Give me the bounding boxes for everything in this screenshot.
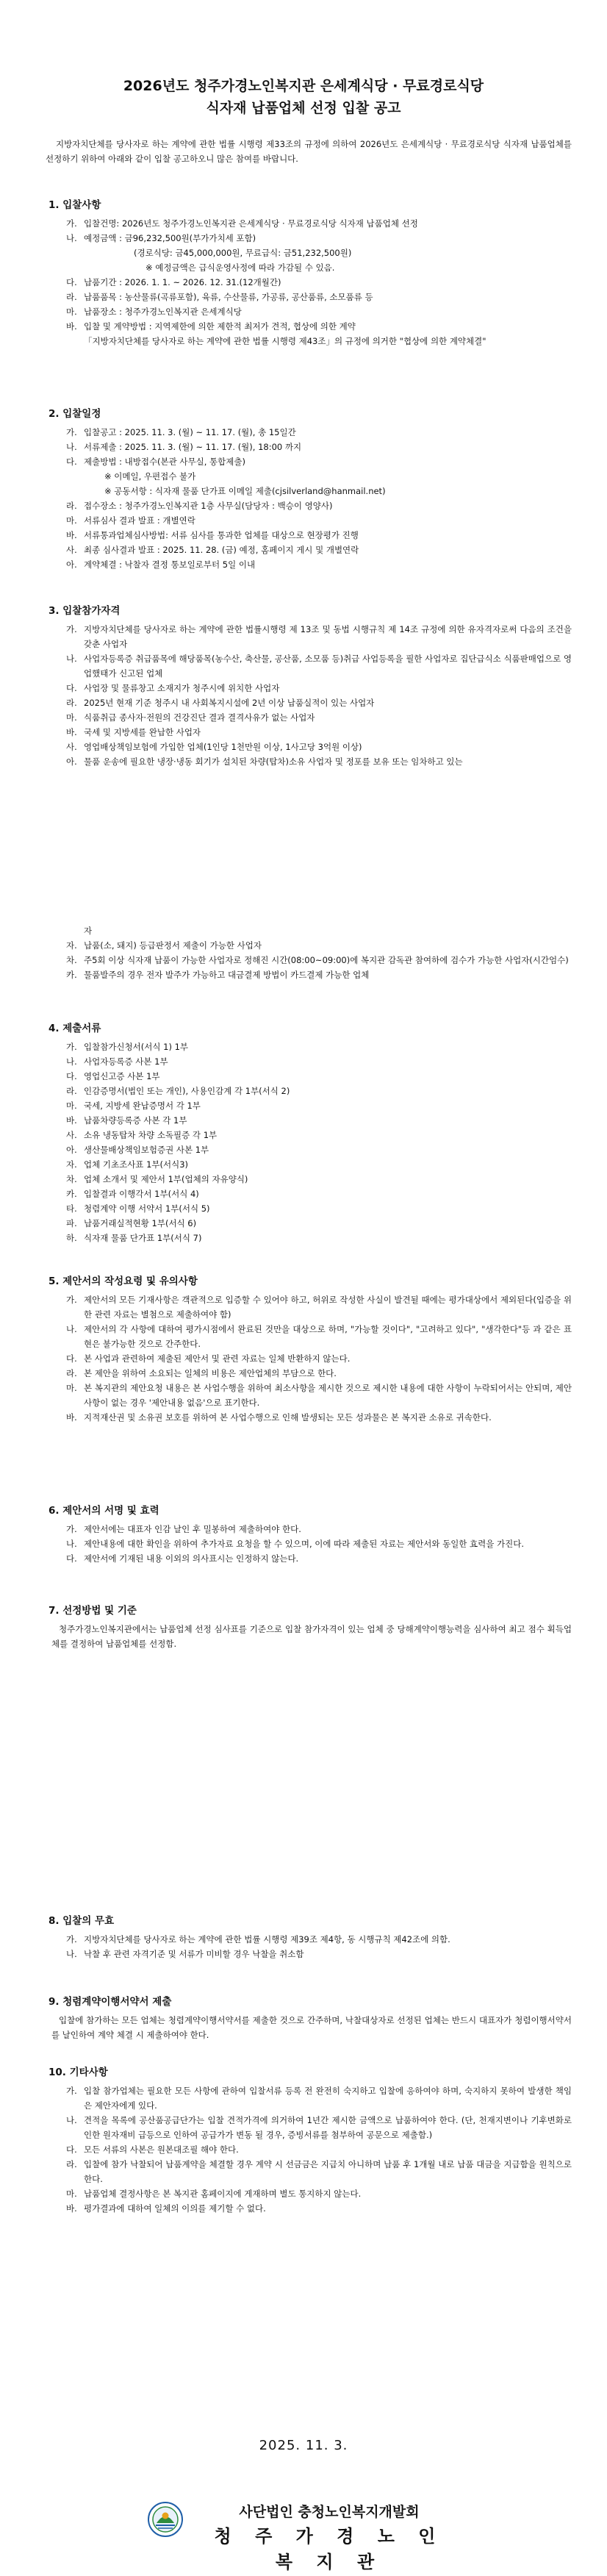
section-heading: 9. 청렴계약이행서약서 제출 [49, 1996, 172, 2008]
continued-text: 자 [84, 926, 93, 936]
list-item: 바. 서류통과업체심사방법: 서류 심사를 통과한 업체를 대상으로 현장평가 진행 [66, 530, 359, 540]
section-heading: 6. 제안서의 서명 및 효력 [49, 1505, 159, 1517]
organization-name: 청 주 가 경 노 인 복 지 관 [214, 2526, 445, 2572]
list-item: 나. 제안서의 각 사항에 대하여 평가시점에서 완료된 것만을 대상으로 하며, "가능할 것이다", "고려하고 있다", "생각한다"등 과 같은 표현은 불가능한 것으로 간주한다. [66, 1324, 572, 1349]
list-item: 나. 낙찰 후 관련 자격기준 및 서류가 미비할 경우 낙찰을 취소함 [66, 1949, 304, 1959]
section-heading: 3. 입찰참가자격 [49, 605, 121, 617]
section-eligibility-continued [49, 923, 572, 982]
list-item: 바. 납품차량등록증 사본 각 1부 [66, 1115, 187, 1126]
parent-organization: 사단법인 충청노인복지개발회 [239, 2504, 420, 2520]
list-item: 가. 입찰참가신청서(서식 1) 1부 [66, 1042, 189, 1052]
section-heading: 5. 제안서의 작성요령 및 유의사항 [49, 1276, 198, 1287]
list-item: 마. 식품취급 종사자·전원의 건강진단 결과 결격사유가 없는 사업자 [66, 712, 315, 723]
list-item: 자. 납품(소, 돼지) 등급판정서 제출이 가능한 사업자 [66, 940, 262, 951]
list-item: 카. 물품발주의 경우 전자 발주가 가능하고 대금결제 방법이 카드결제 가능한 업체 [66, 970, 370, 980]
section-bid-invalidity [49, 1913, 572, 1961]
list-item: 마. 본 복지관의 제안요청 내용은 본 사업수행을 위하여 최소사항을 제시한 것으로 제시한 내용에 대한 사항이 누락되어서는 안되며, 제안사항이 없는 경우 '제안내용 없음'으로 표기한다. [66, 1383, 572, 1408]
list-item: 바. 지적재산권 및 소유권 보호를 위하여 본 사업수행으로 인해 발생되는 모든 성과물은 본 복지관 소유로 귀속한다. [66, 1412, 492, 1423]
list-item: 나. 제안내용에 대한 확인을 위하여 추가자료 요청을 할 수 있으며, 이에 따라 제출된 자료는 제안서와 동일한 효력을 가진다. [66, 1539, 525, 1549]
list-item: 가. 지방자치단체를 당사자로 하는 계약에 관한 법률시행령 제 13조 및 동법 시행규칙 제 14조 규정에 의한 유자격자로써 다음의 조건을 갖춘 사업자 [66, 624, 572, 649]
list-item: 나. 예정금액 : 금96,232,500원(부가가치세 포함) [66, 233, 256, 243]
list-item: 파. 납품거래실적현황 1부(서식 6) [66, 1218, 197, 1228]
list-item: 마. 납품장소 : 청주가경노인복지관 은세계식당 [66, 307, 242, 317]
intro-paragraph: 지방자치단체를 당사자로 하는 계약에 관한 법률 시행령 제33조의 규정에 의하여 2026년도 은세계식당 · 무료경로식당 식자재 납품업체를 선정하기 위하여 아래와 같이 입찰 공고하오니 많은 참여를 바랍니다. [46, 139, 572, 164]
list-item: 라. 접수장소 : 청주가경노인복지관 1층 사무실(담당자 : 백승이 영양사) [66, 501, 333, 511]
list-item: 차. 업체 소개서 및 제안서 1부(업체의 자유양식) [66, 1174, 248, 1184]
sub-note: ※ 공동서항 : 식자재 물품 단가표 이메일 제출(cjsilverland@hanmail.net) [104, 486, 386, 496]
section-other-matters [49, 2064, 572, 2216]
section-paragraph: 입찰에 참가하는 모든 업체는 청렴계약이행서약서를 제출한 것으로 간주하며, 낙찰대상자로 선정된 업체는 반드시 대표자가 청렴이행서약서를 날인하여 계약 체결 시 제출하여야 한다. [51, 2015, 572, 2040]
section-proposal-guidelines [49, 1273, 572, 1425]
section-integrity-pledge [49, 1994, 572, 2042]
list-item: 아. 물품 운송에 필요한 냉장·냉동 회기가 설치된 차량(탑차)소유 사업자 및 정포를 보유 또는 임차하고 있는 [66, 756, 463, 767]
list-item: 하. 식자재 물품 단가표 1부(서식 7) [66, 1233, 202, 1243]
section-heading: 1. 입찰사항 [49, 199, 101, 211]
list-item: 다. 영업신고증 사본 1부 [66, 1071, 160, 1081]
list-item: 카. 입찰결과 이행각서 1부(서식 4) [66, 1189, 199, 1199]
list-item: 사. 영업배상책임보험에 가입한 업체(1인당 1천만원 이상, 1사고당 3억원 이상) [66, 742, 362, 752]
list-item: 사. 최종 심사결과 발표 : 2025. 11. 28. (금) 예정, 홈페이지 게시 및 개별연락 [66, 545, 359, 555]
issuer-footer [147, 2500, 514, 2572]
list-item: 다. 납품기간 : 2026. 1. 1. ~ 2026. 12. 31.(12개월간) [66, 277, 281, 287]
list-item: 나. 사업자등록증 취급품목에 해당품목(농수산, 축산물, 공산품, 소모품 등)취급 사업등록을 필한 사업자로 집단급식소 식품판매업으로 영업했태가 신고된 업체 [66, 654, 572, 679]
section-heading: 2. 입찰일정 [49, 408, 101, 420]
list-item: 나. 서류제출 : 2025. 11. 3. (월) ~ 11. 17. (월), 18:00 까지 [66, 442, 302, 452]
list-item: 라. 입찰에 참가 낙찰되어 납품계약을 체결할 경우 계약 시 선금금은 지급치 아니하며 납품 후 1개월 내로 납품 대금을 지급함을 원칙으로 한다. [66, 2159, 572, 2184]
list-item: 마. 납품업체 결정사항은 본 복지관 홈페이지에 게재하며 별도 통지하지 않는다. [66, 2189, 362, 2199]
list-item: 라. 본 제안을 위하여 소요되는 일체의 비용은 제안업체의 부담으로 한다. [66, 1368, 337, 1378]
list-item: 타. 청렴계약 이행 서약서 1부(서식 5) [66, 1203, 210, 1214]
list-item: 바. 입찰 및 계약방법 : 지역제한에 의한 제한적 최저가 견적, 협상에 의한 계약 [66, 321, 356, 332]
list-item: 가. 지방자치단체를 당사자로 하는 계약에 관한 법률 시행령 제39조 제4항, 동 시행규칙 제42조에 의함. [66, 1934, 450, 1944]
list-item: 가. 입찰 참가업체는 필요한 모든 사항에 관하여 입찰서류 등록 전 완전히 숙지하고 입찰에 응하여야 하며, 숙지하지 못하여 발생한 책임은 제안자에게 있다. [66, 2086, 572, 2111]
sub-note: 「지방자치단체를 당사자로 하는 계약에 관한 법률 시행령 제43조」의 규정에 의거한 "협상에 의한 계약체결" [84, 336, 486, 346]
sub-note: ※ 예정금액은 급식운영사정에 따라 가감될 수 있음. [146, 262, 335, 273]
list-item: 나. 사업자등록증 사본 1부 [66, 1056, 168, 1067]
sub-note: (경로식당: 금45,000,000원, 무료급식: 금51,232,500원) [134, 248, 352, 258]
list-item: 가. 입찰공고 : 2025. 11. 3. (월) ~ 11. 17. (월), 총 15일간 [66, 427, 296, 437]
section-required-documents [49, 1020, 572, 1245]
section-eligibility [49, 603, 572, 769]
section-bid-items [49, 197, 572, 348]
list-item: 라. 납품품목 : 농산물류(곡류포함), 육류, 수산물류, 가공류, 공산품류, 소모품류 등 [66, 292, 373, 302]
list-item: 다. 제안서에 기재된 내용 이외의 의사표시는 인정하지 않는다. [66, 1553, 299, 1564]
organization-logo-icon [147, 2501, 184, 2538]
list-item: 다. 사업장 및 물류창고 소재지가 청주시에 위치한 사업자 [66, 683, 280, 693]
list-item: 라. 2025년 현재 기준 청주시 내 사회복지시설에 2년 이상 납품실적이 있는 사업자 [66, 698, 375, 708]
section-paragraph: 청주가경노인복지관에서는 납품업체 선정 심사표를 기준으로 입찰 참가자격이 있는 업체 중 당해계약이행능력을 심사하여 최고 점수 획득업체를 결정하여 납품업체를 선정함. [51, 1624, 572, 1649]
list-item: 자. 업체 기초조사표 1부(서식3) [66, 1159, 189, 1170]
list-item: 바. 평가결과에 대하여 일체의 이의를 제기할 수 없다. [66, 2203, 266, 2214]
list-item: 다. 제출방법 : 내방접수(본관 사무실, 통합제출) [66, 457, 245, 467]
list-item: 라. 인감증명서(법인 또는 개인), 사용인감계 각 1부(서식 2) [66, 1086, 290, 1096]
list-item: 차. 주5회 이상 식자재 납품이 가능한 사업자로 정해진 시간(08:00~09:00)에 복지관 감독관 참여하에 검수가 가능한 사업자(시간엄수) [66, 955, 569, 965]
list-item: 마. 서류심사 결과 발표 : 개별연락 [66, 515, 195, 526]
list-item: 아. 계약체결 : 낙찰자 결정 통보일로부터 5일 이내 [66, 559, 256, 570]
list-item: 다. 모든 서류의 사본은 원본대조필 해야 한다. [66, 2144, 239, 2155]
page-title-line1: 2026년도 청주가경노인복지관 은세계식당 · 무료경로식당 [123, 78, 484, 94]
list-item: 가. 제안서의 모든 기재사항은 객관적으로 입증할 수 있어야 하고, 허위로 작성한 사실이 발견될 때에는 평가대상에서 제외된다(입증을 위한 관련 자료는 별첨으로 제출하여야 함) [66, 1295, 572, 1320]
list-item: 다. 본 사업과 관련하여 제출된 제안서 및 관련 자료는 일체 반환하지 않는다. [66, 1353, 351, 1364]
list-item: 바. 국세 및 지방세를 완납한 사업자 [66, 727, 201, 737]
list-item: 가. 제안서에는 대표자 인감 날인 후 밀봉하여 제출하여야 한다. [66, 1524, 301, 1534]
section-heading: 4. 제출서류 [49, 1023, 101, 1034]
section-selection-criteria [49, 1603, 572, 1651]
section-heading: 10. 기타사항 [49, 2067, 108, 2078]
list-item: 아. 생산물배상책임보험증권 사본 1부 [66, 1145, 209, 1155]
section-heading: 7. 선정방법 및 기준 [49, 1605, 137, 1617]
list-item: 마. 국세, 지방세 완납증명서 각 1부 [66, 1101, 201, 1111]
section-bid-schedule [49, 406, 572, 572]
list-item: 사. 소유 냉동탑차 차량 소독필증 각 1부 [66, 1130, 218, 1140]
sub-note: ※ 이메일, 우편접수 불가 [104, 471, 196, 482]
section-signature-validity [49, 1503, 572, 1566]
list-item: 가. 입찰건명: 2026년도 청주가경노인복지관 은세계식당 · 무료경로식당 식자재 납품업체 선정 [66, 218, 418, 229]
section-heading: 8. 입찰의 무효 [49, 1915, 115, 1927]
announcement-date: 2025. 11. 3. [259, 2438, 348, 2453]
list-item: 나. 견적을 목록에 공산품공급단가는 입찰 견적가격에 의거하여 1년간 제시한 금액으로 납품하여야 한다. (단, 천재지변이나 기후변화로 인한 원자재비 급등으로 인하여 공급가가 변동 될 경우, 증빙서류를 첨부하여 공문으로 제출함.) [66, 2115, 572, 2140]
page-title-line2: 식자재 납품업체 선정 입찰 공고 [206, 100, 401, 116]
